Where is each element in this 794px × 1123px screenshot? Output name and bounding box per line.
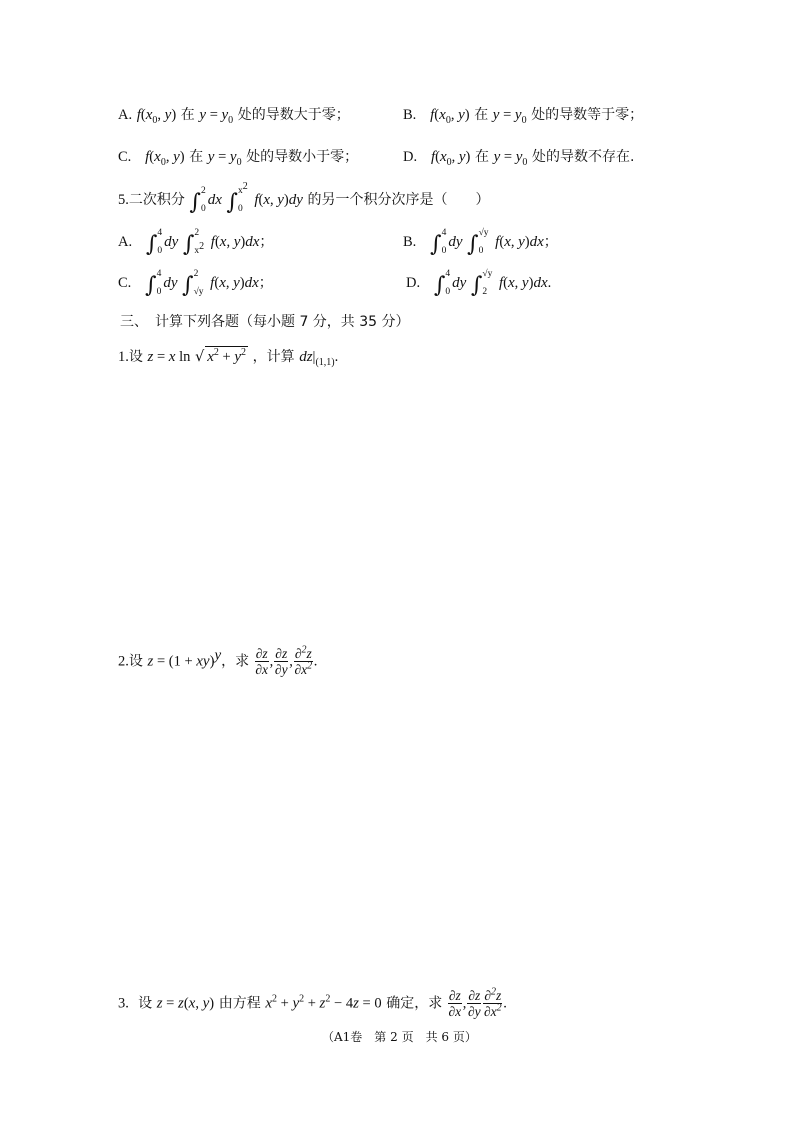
problem-3: 3. 设 z = z(x, y) 由方程 $x^2 + y^2 + z^2 - 4z = 0$ 确定，求 $\frac{\partial z}{\partial x}$ , $\frac{\partial z}{\partial y}$ $\frac{\partial^2z}{\partial x^2}$ . (118, 986, 507, 1019)
q5-option-b: B. ∫ 4 0 dy ∫ √y 0 f(x, y)dx； (403, 228, 558, 257)
q5-option-d: D. ∫ 4 0 dy ∫ √y 2 f(x, y)dx. (406, 269, 552, 298)
q5-option-a: A. ∫ 4 0 dy ∫ 2 $x^2$ f(x, y)dx； (118, 228, 274, 257)
problem-2: 2.设 z = (1 + xy)$^y$，求 $\frac{\partial z}{\partial x}$ , $\frac{\partial z}{\partial y}$ , $\frac{\partial^2z}{\partial x^2}$ . (118, 644, 318, 677)
q4-option-d: D. $f(x_0$, y) 在 $y = y_0$ 处的导数不存在. (403, 149, 635, 168)
page-footer: （A1卷 第 2 页 共 6 页） (322, 1030, 477, 1044)
section-3-heading: 三、 计算下列各题（每小题 7 分，共 35 分） (120, 314, 410, 330)
q4-option-a: A. $f(x_0$, y) 在 $y = y_0$ 处的导数大于零； (118, 107, 350, 126)
q4-option-b: B. $f(x_0$, y) 在 $y = y_0$ 处的导数等于零； (403, 107, 644, 126)
q4-option-c: C. $f(x_0$, y) 在 $y = y_0$ 处的导数小于零； (118, 149, 359, 168)
q5-option-c: C. ∫ 4 0 dy ∫ 2 √y f(x, y)dx； (118, 269, 273, 298)
q5-stem: 5.二次积分 ∫ 2 0 dx ∫ $x^2$ 0 f(x, y)dy 的另一个积分次序是（ ） (118, 180, 490, 215)
problem-1: 1.设 z = x ln √ $x^2 + y^2$ ，计算 $dz|_{(1,1)}$. (118, 347, 339, 368)
